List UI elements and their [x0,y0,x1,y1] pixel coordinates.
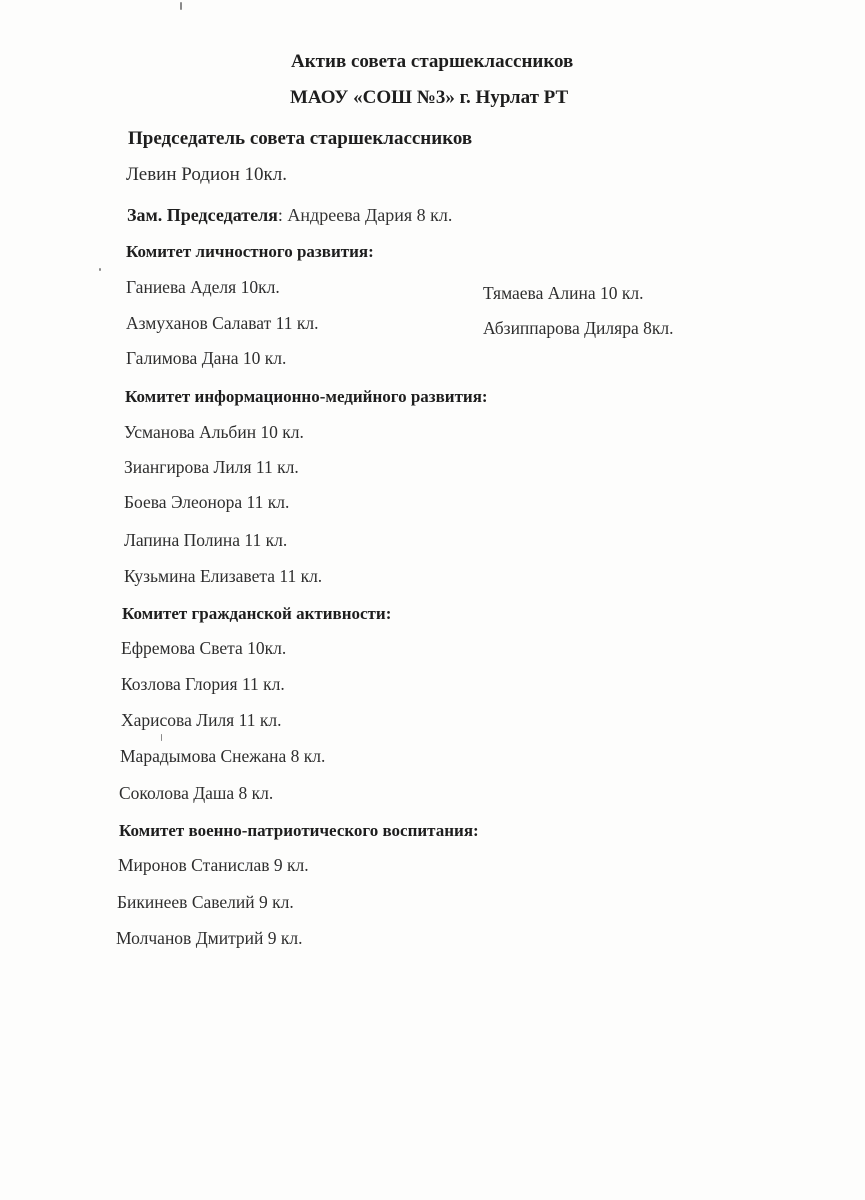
committee-title: Комитет информационно-медийного развития: [125,387,488,406]
committee-member: Молчанов Дмитрий 9 кл. [116,928,303,948]
committee-member: Зиангирова Лиля 11 кл. [124,457,299,477]
committee-member: Галимова Дана 10 кл. [126,348,287,368]
committee-member: Соколова Даша 8 кл. [119,783,274,803]
scan-speck [180,2,182,10]
committee-member: Бикинеев Савелий 9 кл. [117,892,294,912]
committee-title: Комитет военно-патриотического воспитания: [119,821,479,840]
scan-speck [99,268,101,271]
deputy-line [127,206,452,224]
committee-title: Комитет гражданской активности: [122,604,392,623]
committee-member: Кузьмина Елизавета 11 кл. [124,566,323,586]
committee-member: Козлова Глория 11 кл. [121,674,285,694]
committee-member: Марадымова Снежана 8 кл. [120,746,326,766]
committee-member: Ефремова Света 10кл. [121,638,287,658]
deputy-name: Андреева Дария 8 кл. [282,205,453,225]
committee-member: Лапина Полина 11 кл. [124,530,288,550]
document-title-line1: Актив совета старшеклассников [291,51,574,72]
committee-member: Абзиппарова Диляра 8кл. [483,318,674,338]
committee-member: Ганиева Аделя 10кл. [126,277,280,297]
deputy-separator: : [277,205,283,225]
deputy-label: Зам. Председателя [127,205,278,225]
committee-member: Тямаева Алина 10 кл. [483,283,644,303]
committee-member: Азмуханов Салават 11 кл. [126,313,319,333]
committee-member: Харисова Лиля 11 кл. [121,710,282,730]
document-title-line2: МАОУ «СОШ №3» г. Нурлат РТ [290,87,569,108]
committee-member: Миронов Станислав 9 кл. [118,855,309,875]
committee-member: Усманова Альбин 10 кл. [124,422,304,442]
committee-member: Боева Элеонора 11 кл. [124,492,290,512]
chairman-heading: Председатель совета старшеклассников [128,128,473,149]
committee-title: Комитет личностного развития: [126,242,374,261]
scan-speck [161,734,162,741]
chairman-name: Левин Родион 10кл. [126,164,288,185]
